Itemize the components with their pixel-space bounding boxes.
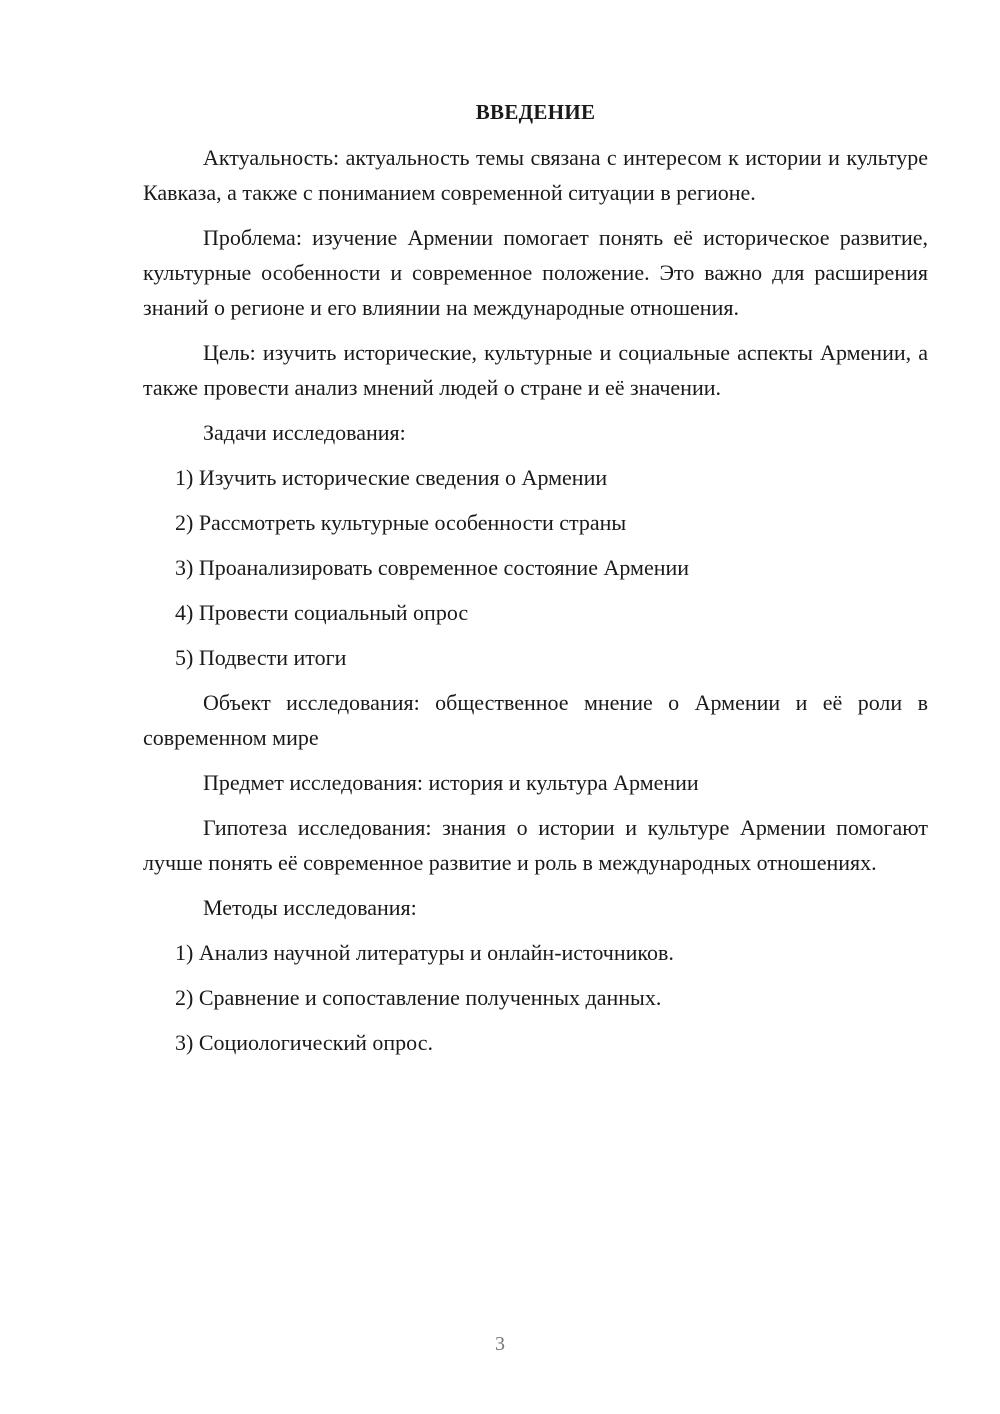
goal-paragraph: Цель: изучить исторические, культурные и социальные аспекты Армении, а также провести анализ мнений людей о стране и её значении. [143,340,928,400]
methods-heading: Методы исследования: [203,895,417,920]
method-item-3: 3) Социологический опрос. [175,1030,433,1055]
document-page [143,95,928,1070]
problem-paragraph: Проблема: изучение Армении помогает понять её историческое развитие, культурные особенности и современное положение. Это важно для расширения знаний о регионе и его влиянии на международные отношения. [143,225,928,320]
task-item-5: 5) Подвести итоги [175,645,347,670]
task-item-1: 1) Изучить исторические сведения о Армении [175,465,608,490]
task-item-3: 3) Проанализировать современное состояние Армении [175,555,690,580]
object-paragraph: Объект исследования: общественное мнение о Армении и её роли в современном мире [143,690,928,750]
page-title: ВВЕДЕНИЕ [475,100,596,124]
tasks-heading: Задачи исследования: [203,420,406,445]
page-number: 3 [495,1333,505,1355]
subject-paragraph: Предмет исследования: история и культура Армении [203,770,699,795]
method-item-2: 2) Сравнение и сопоставление полученных данных. [175,985,662,1010]
hypothesis-paragraph: Гипотеза исследования: знания о истории и культуре Армении помогают лучше понять её современное развитие и роль в международных отношениях. [143,815,928,875]
method-item-1: 1) Анализ научной литературы и онлайн-источников. [175,940,674,965]
task-item-4: 4) Провести социальный опрос [175,600,469,625]
task-item-2: 2) Рассмотреть культурные особенности страны [175,510,627,535]
relevance-paragraph: Актуальность: актуальность темы связана с интересом к истории и культуре Кавказа, а также с пониманием современной ситуации в регионе. [143,145,928,205]
